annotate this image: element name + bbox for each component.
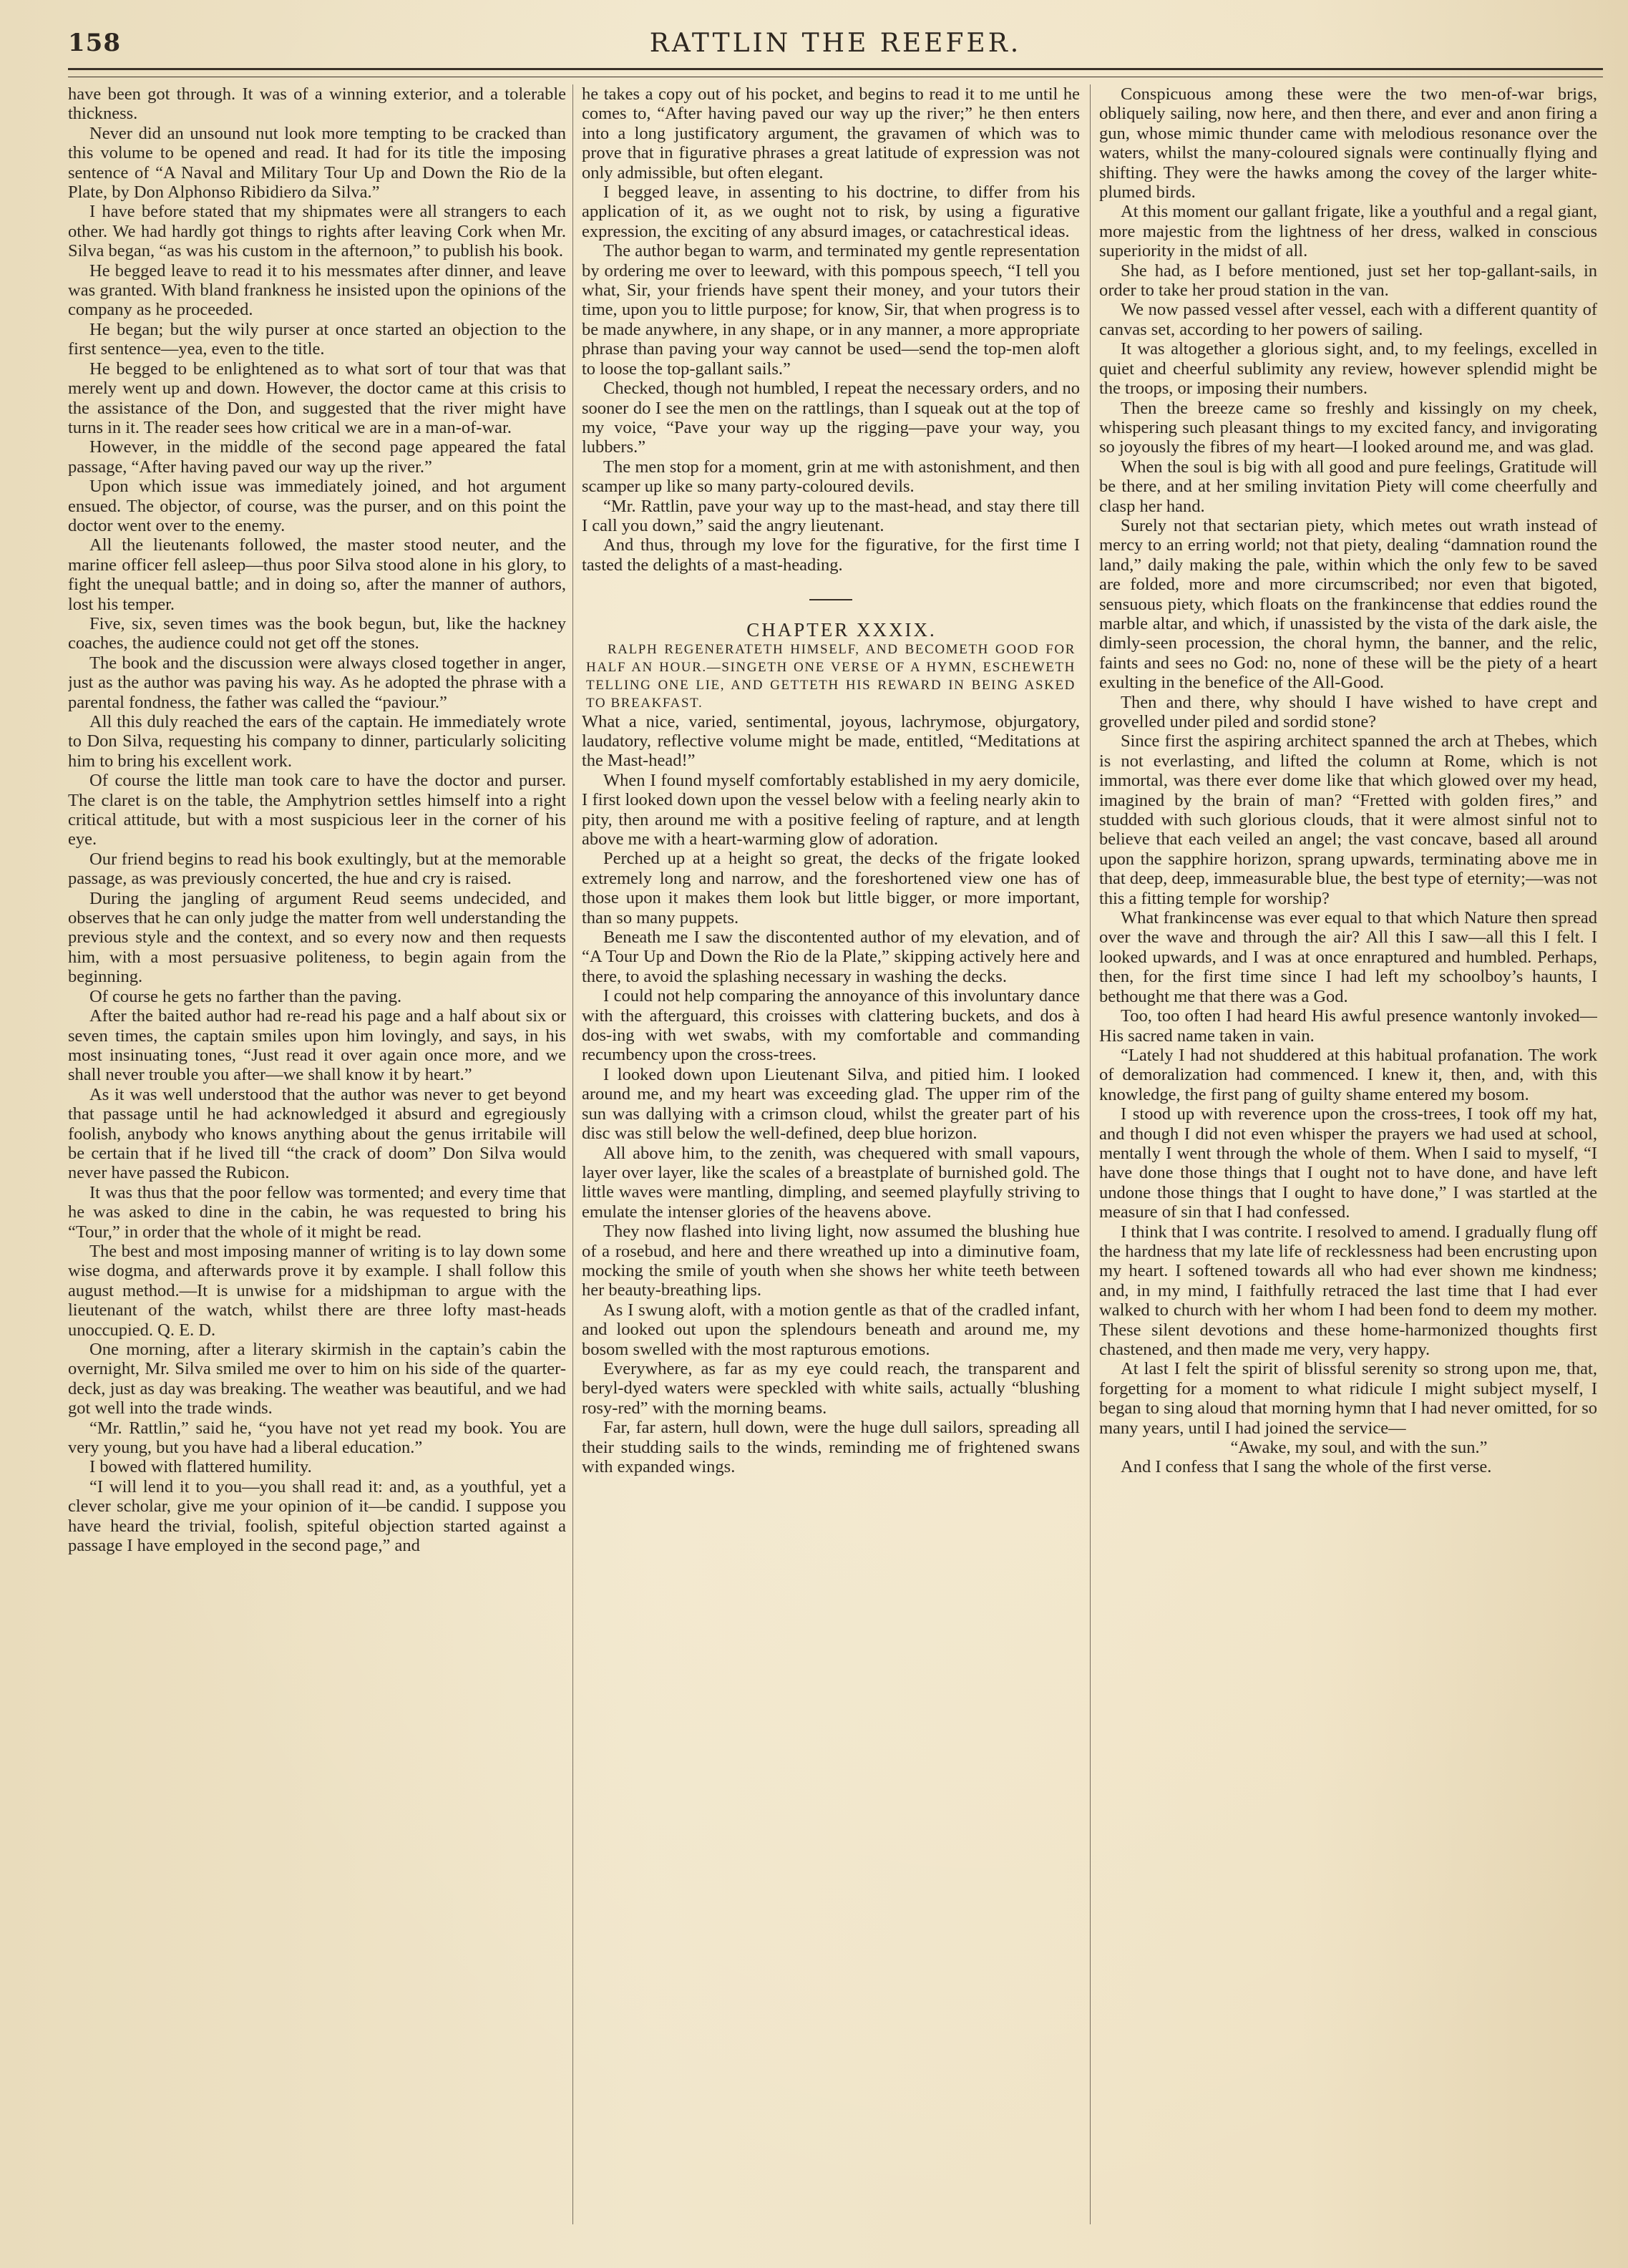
paragraph: The author began to warm, and terminated my gentle representation by ordering me over to leeward, with this pompous speech, “I tell you what, Sir, your friends have spent their money, and your tutors their time, upon you to little purpose; for know, Sir, that when progress is to be made anywhere, in any shape, or in any manner, a more appropriate phrase than paving your way cannot be used—send the top-men aloft to loose the top-gallant sails.” [582,241,1080,379]
paragraph: When the soul is big with all good and pure feelings, Gratitude will be there, and at her smiling invitation Piety will come cheerfully and clasp her hand. [1099,457,1597,516]
paragraph: And I confess that I sang the whole of the first verse. [1121,1457,1492,1477]
paragraph: However, in the middle of the second page appeared the fatal passage, “After having paved our way up the river.” [68,437,566,477]
paragraph: It was thus that the poor fellow was tormented; and every time that he was asked to dine in the cabin, he was requested to bring his “Tour,” in order that the whole of it might be read. [68,1182,566,1242]
paragraph: Surely not that sectarian piety, which metes out wrath instead of mercy to an erring world; not that piety, dealing “damnation round the land,” daily making the pale, within which the only few to be saved are folded, more and more circumscribed; nor even that bigoted, sensuous piety, which floats on the frankincense that eddies round the marble altar, and which, if unassisted by the vista of the dark aisle, the dimly-seen procession, the choral hymn, the banner, and the relic, faints and sees no God: no, none of these will be the piety of a heart exulting in the benefice of the All-Good. [1099,515,1597,693]
paragraph: At last I felt the spirit of blissful serenity so strong upon me, that, forgetting for a moment to what ridicule I might subject myself, I began to sing aloud that morning hymn that I had never omitted, for so many years, until I had joined the service— [1099,1359,1597,1438]
paragraph: Of course the little man took care to have the doctor and purser. The claret is on the table, the Amphytrion settles himself into a right critical attitude, but with a most suspicious leer in the corner of his eye. [68,771,566,850]
paragraph: “Mr. Rattlin,” said he, “you have not yet read my book. You are very young, but you have had a liberal education.” [68,1418,566,1458]
paragraph: What frankincense was ever equal to that which Nature then spread over the wave and through the air? All this I saw—all this I felt. I looked upwards, and I was at once enraptured and humbled. Perhaps, then, for the first time since I had left my schoolboy’s haunts, I bethought me that there was a God. [1099,908,1597,1006]
paragraph: I have before stated that my shipmates were all strangers to each other. We had hardly got things to rights after leaving Cork when Mr. Silva began, “as was his custom in the afternoon,” to publish his book. [68,202,566,261]
header-rule [68,68,1603,77]
paragraph: He begged to be enlightened as to what sort of tour that was that merely went up and down. However, the doctor came at this crisis to the assistance of the Don, and suggested that the river might have turns in it. The reader sees how critical we are in a man-of-war. [68,359,566,437]
paragraph: Everywhere, as far as my eye could reach, the transparent and beryl-dyed waters were speckled with white sails, actually “blushing rosy-red” with the morning beams. [582,1358,1080,1418]
chapter-summary: RALPH REGENERATETH HIMSELF, AND BECOMETH GOOD FOR HALF AN HOUR.—SINGETH ONE VERSE OF A HYMN, ESCHEWETH TELLING ONE LIE, AND GETTETH HIS REWARD IN BEING ASKED TO BREAKFAST. [586,641,1076,711]
page-header [68,29,1603,72]
paragraph: All the lieutenants followed, the master stood neuter, and the marine officer fell asleep—thus poor Silva stood alone in his glory, to fight the unequal battle; and in doing so, after the manner of authors, lost his temper. [68,535,566,614]
paragraph: The men stop for a moment, grin at me with astonishment, and then scamper up like so many party-coloured devils. [582,457,1080,497]
paragraph: Too, too often I had heard His awful presence wantonly invoked—His sacred name taken in vain. [1099,1006,1597,1046]
paragraph: It was altogether a glorious sight, and, to my feelings, excelled in quiet and cheerful sublimity any review, however splendid might be the troops, or imposing their numbers. [1099,339,1597,399]
page-number: 158 [68,29,121,57]
paragraph: Since first the aspiring architect spanned the arch at Thebes, which is not everlasting, and lifted the column at Rome, which is not immortal, was there ever dome like that which glowed over my head, imagined by the brain of man? “Fretted with golden fires,” and studded with such glorious clouds, that it were almost sinful not to believe that each veiled an angel; the vast concave, based all around upon the sapphire horizon, sprang upwards, terminating above me in that deep, deep, immeasurable blue, the best type of eternity;—was not this a fitting temple for worship? [1099,731,1597,908]
text-column-2 [582,84,1080,2239]
paragraph: He began; but the wily purser at once started an objection to the first sentence—yea, even to the title. [68,319,566,359]
paragraph: Far, far astern, hull down, were the huge dull sailors, spreading all their studding sails to the winds, reminding me of frightened swans with expanded wings. [582,1418,1080,1476]
paragraph: Upon which issue was immediately joined, and hot argument ensued. The objector, of course, was the purser, and on this point the doctor went over to the enemy. [68,477,566,535]
paragraph: All above him, to the zenith, was chequered with small vapours, layer over layer, like the scales of a breastplate of burnished gold. The little waves were mantling, dimpling, and seemed playfully striving to emulate the intenser glories of the heavens above. [582,1143,1080,1222]
paragraph: Of course he gets no farther than the paving. [89,986,402,1006]
paragraph: They now flashed into living light, now assumed the blushing hue of a rosebud, and here and there wreathed up into a diminutive foam, mocking the smile of youth when she shows her white teeth between her beauty-breathing lips. [582,1222,1080,1300]
paragraph: The book and the discussion were always closed together in anger, just as the author was paving his way. As he adopted the phrase with a parental fondness, the father was called the “paviour.” [68,653,566,712]
paragraph: She had, as I before mentioned, just set her top-gallant-sails, in order to take her proud station in the van. [1099,261,1597,301]
paragraph: Never did an unsound nut look more tempting to be cracked than this volume to be opened and read. It had for its title the imposing sentence of “A Naval and Military Tour Up and Down the Rio de la Plate, by Don Alphonso Ribidiero da Silva.” [68,123,566,203]
paragraph: Beneath me I saw the discontented author of my elevation, and of “A Tour Up and Down the Rio de la Plate,” skipping actively here and there, to avoid the splashing necessary in washing the decks. [582,928,1080,986]
column-rule [572,84,573,2224]
paragraph: I begged leave, in assenting to his doctrine, to differ from his application of it, as we ought not to risk, by using a figurative expression, the exciting of any absurd images, or catachrestical ideas. [582,182,1080,241]
paragraph: During the jangling of argument Reud seems undecided, and observes that he can only judge the matter from well understanding the previous style and the context, and so every now and then requests him, with a most persuasive politeness, to begin again from the beginning. [68,888,566,987]
paragraph: At this moment our gallant frigate, like a youthful and a regal giant, more majestic from the lightness of her dress, walked in conscious superiority in the midst of all. [1099,202,1597,261]
paragraph: After the baited author had re-read his page and a half about six or seven times, the captain smiles upon him lovingly, and says, in his most insinuating tones, “Just read it over again once more, and we shall never trouble you after—we shall know it by heart.” [68,1006,566,1085]
paragraph: As I swung aloft, with a motion gentle as that of the cradled infant, and looked out upon the splendours beneath and around me, my bosom swelled with the most rapturous emotions. [582,1300,1080,1359]
paragraph: What a nice, varied, sentimental, joyous, lachrymose, objurgatory, laudatory, reflective volume might be made, entitled, “Meditations at the Mast-head!” [582,711,1080,771]
column-rule [1090,84,1091,2224]
paragraph: Perched up at a height so great, the decks of the frigate looked extremely long and narrow, and the foreshortened view one has of those upon it makes them look but little bigger, or more important, than so many puppets. [582,849,1080,928]
paragraph: Conspicuous among these were the two men-of-war brigs, obliquely sailing, now here, and then there, and ever and anon firing a gun, whose mimic thunder came with melodious resonance over the waters, whilst the many-coloured signals were continually flying and shifting. They were the hawks among the covey of the larger white-plumed birds. [1099,84,1597,203]
paragraph: Then the breeze came so freshly and kissingly on my cheek, whispering such pleasant things to my excited fancy, and invigorating so joyously the fibres of my heart—I looked around me, and was glad. [1099,398,1597,457]
hymn-verse: “Awake, my soul, and with the sun.” [1230,1438,1488,1458]
paragraph: All this duly reached the ears of the captain. He immediately wrote to Don Silva, requesting his company to dinner, particularly soliciting him to bring his excellent work. [68,712,566,771]
paragraph: We now passed vessel after vessel, each with a different quantity of canvas set, according to her powers of sailing. [1099,300,1597,339]
text-column-3 [1099,84,1597,2239]
paragraph: Our friend begins to read his book exultingly, but at the memorable passage, as was previously concerted, the hue and cry is raised. [68,849,566,889]
section-separator [809,599,852,600]
running-title: RATTLIN THE REEFER. [649,29,1022,58]
paragraph: I stood up with reverence upon the cross-trees, I took off my hat, and though I did not even whisper the prayers we had used at school, mentally I went through the whole of them. When I said to myself, “I have done those things that I ought not to have done, and have left undone those things that I ought to have done,” I was startled at the measure of sin that I had confessed. [1099,1104,1597,1222]
paragraph: When I found myself comfortably established in my aery domicile, I first looked down upon the vessel below with a feeling nearly akin to pity, then around me with a positive feeling of rapture, and at length above me with a heart-warming glow of adoration. [582,770,1080,849]
paragraph: One morning, after a literary skirmish in the captain’s cabin the overnight, Mr. Silva smiled me over to him on his side of the quarter-deck, just as day was breaking. The weather was beautiful, and we had got well into the trade winds. [68,1340,566,1418]
paragraph: Then and there, why should I have wished to have crept and grovelled under piled and sordid stone? [1099,692,1597,731]
paragraph: “Lately I had not shuddered at this habitual profanation. The work of demoralization had commenced. I knew it, then, and, with this knowledge, the first pang of guilty shame entered my bosom. [1099,1045,1597,1104]
paragraph: “Mr. Rattlin, pave your way up to the mast-head, and stay there till I call you down,” said the angry lieutenant. [582,496,1080,535]
paragraph: I could not help comparing the annoyance of this involuntary dance with the afterguard, this croisses with clattering buckets, and dos à dos-ing with wet swabs, with my comfortable and commanding recumbency upon the cross-trees. [582,986,1080,1065]
paragraph: I think that I was contrite. I resolved to amend. I gradually flung off the hardness that my late life of recklessness had been encrusting upon my heart. I softened towards all who had ever shown me kindness; and, in my mind, I faithfully retraced the last time that I had ever walked to church with her whom I had been fond to deem my mother. These silent devotions and these home-harmonized thoughts first chastened, and then made me very, very happy. [1099,1222,1597,1359]
paragraph: have been got through. It was of a winning exterior, and a tolerable thickness. [68,84,566,124]
text-column-1 [68,84,566,2239]
paragraph: Five, six, seven times was the book begun, but, like the hackney coaches, the audience could not get off the stones. [68,613,566,653]
paragraph: I looked down upon Lieutenant Silva, and pitied him. I looked around me, and my heart was exceeding glad. The upper rim of the sun was dallying with a crimson cloud, whilst the greater part of his disc was still below the well-defined, deep blue horizon. [582,1064,1080,1144]
paragraph: I bowed with flattered humility. [89,1457,312,1477]
paragraph: And thus, through my love for the figurative, for the first time I tasted the delights of a mast-heading. [582,535,1080,575]
paragraph: As it was well understood that the author was never to get beyond that passage until he had acknowledged it absurd and egregiously foolish, anybody who knows anything about the genus irritabile will be certain that if he lived till “the crack of doom” Don Silva would never have passed the Rubicon. [68,1084,566,1183]
paragraph: Checked, though not humbled, I repeat the necessary orders, and no sooner do I see the men on the rattlings, than I squeak out at the top of my voice, “Pave your way up the rigging—pave your way, you lubbers.” [582,379,1080,457]
chapter-title: CHAPTER XXXIX. [746,619,937,641]
paragraph: he takes a copy out of his pocket, and begins to read it to me until he comes to, “After having paved our way up the river;” he then enters into a long justificatory argument, the gravamen of which was to prove that in figurative phrases a great latitude of expression was not only admissible, but often elegant. [582,84,1080,182]
paragraph: The best and most imposing manner of writing is to lay down some wise dogma, and afterwards prove it by example. I shall follow this august method.—It is unwise for a midshipman to argue with the lieutenant of the watch, whilst there are three lofty mast-heads unoccupied. Q. E. D. [68,1241,566,1340]
paragraph: “I will lend it to you—you shall read it: and, as a youthful, yet a clever scholar, give me your opinion of it—be candid. I suppose you have heard the trivial, foolish, spiteful objection started against a passage I have employed in the second page,” and [68,1476,566,1556]
paragraph: He begged leave to read it to his messmates after dinner, and leave was granted. With bland frankness he insisted upon the opinions of the company as he proceeded. [68,261,566,320]
